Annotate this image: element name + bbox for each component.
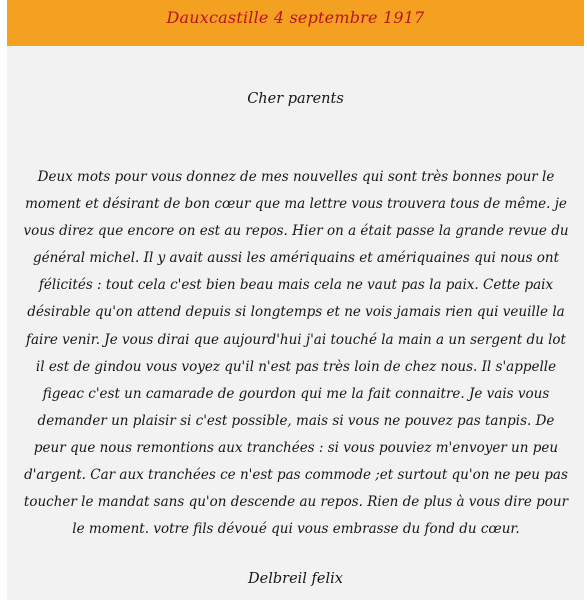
letter-line: général michel. Il y avait aussi les amériquains et amériquaines qui nous ont <box>32 250 560 267</box>
signature: Delbreil felix <box>248 571 343 587</box>
letter-line: il est de gindou vous voyez qu'il n'est pas très loin de chez nous. Il s'appelle <box>35 358 557 375</box>
letter-line: félicités : tout cela c'est bien beau mais cela ne vaut pas la paix. Cette paix <box>38 277 554 294</box>
letter-line: faire venir. Je vous dirai que aujourd'hui j'ai touché la main a un sergent du lot <box>26 331 566 348</box>
letter-line: le moment. votre fils dévoué qui vous embrasse du fond du cœur. <box>72 521 520 538</box>
letter-line: d'argent. Car aux tranchées ce n'est pas commode ;et surtout qu'on ne peu pas <box>24 467 568 484</box>
letter-line: moment et désirant de bon cœur que ma lettre vous trouvera tous de même. je <box>25 196 567 213</box>
letter-paper <box>7 46 584 600</box>
letter-line: désirable qu'on attend depuis si longtemps et ne vois jamais rien qui veuille la <box>27 304 565 321</box>
letter-date-heading: Dauxcastille 4 septembre 1917 <box>166 8 425 27</box>
letter-line: figeac c'est un camarade de gourdon qui me la fait connaitre. Je vais vous <box>42 385 550 402</box>
letter-line: peur que nous remontions aux tranchées : si vous pouviez m'envoyer un peu <box>33 439 559 456</box>
letter-line: toucher le mandat sans qu'on descende au repos. Rien de plus à vous dire pour <box>23 494 569 511</box>
salutation: Cher parents <box>247 91 344 107</box>
header-band <box>7 0 584 46</box>
letter-line: demander un plaisir si c'est possible, mais si vous ne pouvez pas tanpis. De <box>37 412 555 429</box>
letter-line: vous direz que encore on est au repos. Hier on a était passe la grande revue du <box>23 223 569 240</box>
letter-line: Deux mots pour vous donnez de mes nouvelles qui sont très bonnes pour le <box>37 169 555 185</box>
letter-body <box>13 164 579 543</box>
